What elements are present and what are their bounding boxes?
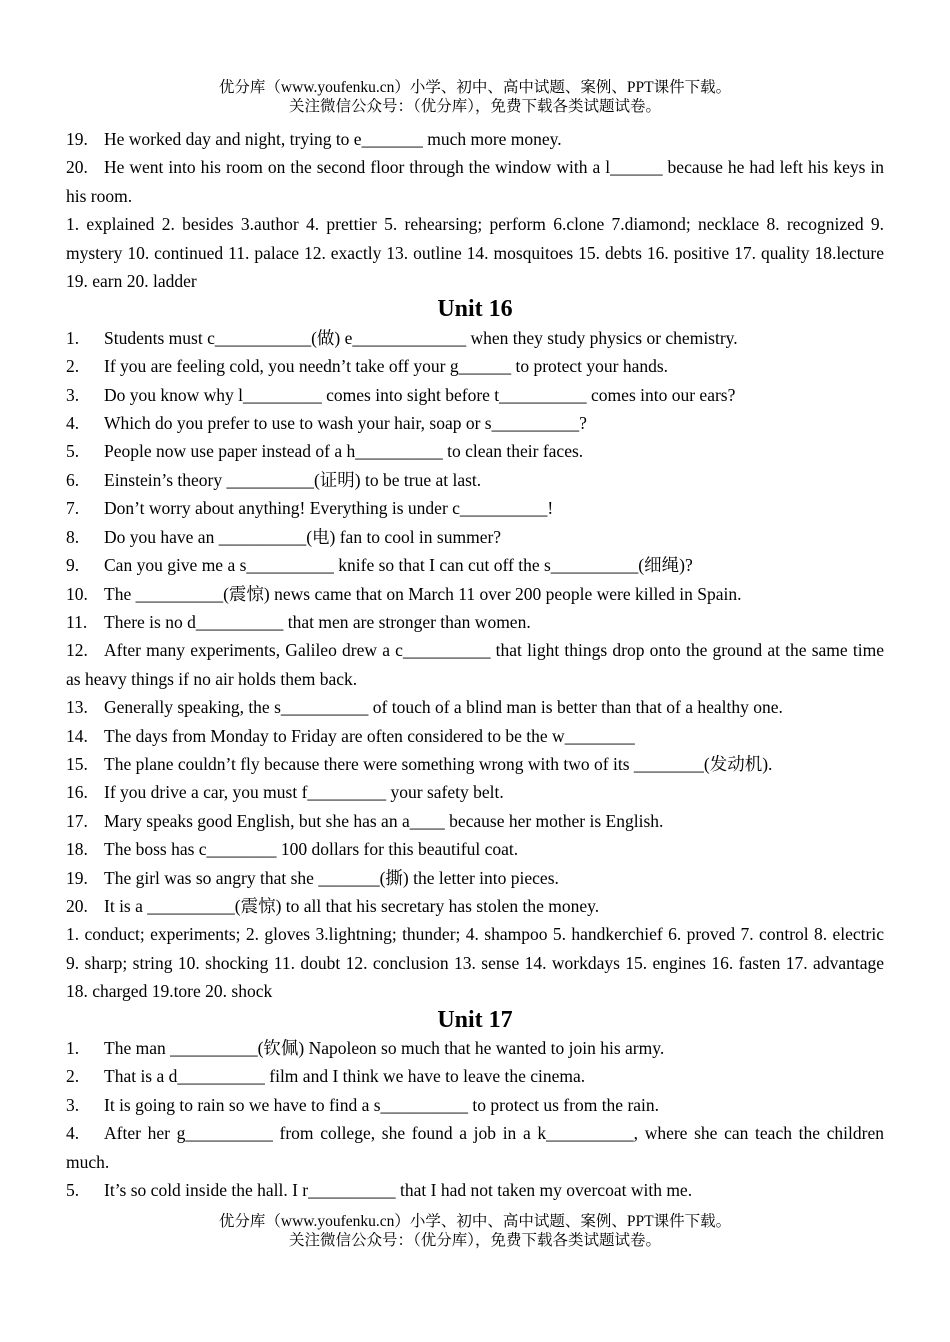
question-number: 8.: [66, 526, 80, 547]
question-item: [66, 693, 884, 721]
question-text: There is no d__________ that men are stronger than women.: [104, 611, 531, 632]
question-number: 11.: [66, 611, 88, 632]
unit-title: Unit 17: [437, 1006, 513, 1033]
question-number: 3.: [66, 384, 80, 405]
header-line-2: 关注微信公众号：（优分库），免费下载各类试题试卷。: [288, 98, 661, 115]
question-number: 4.: [66, 413, 80, 434]
header-line-1: 优分库（www.youfenku.cn）小学、初中、高中试题、案例、PPT课件下载。: [218, 79, 732, 96]
question-text: The __________(震惊) news came that on March 11 over 200 people were killed in Spain.: [104, 583, 742, 604]
answer-key: 1. conduct; experiments; 2. gloves 3.lightning; thunder; 4. shampoo 5. handkerchief 6. proved 7. control 8. electric 9. sharp; string 10. shocking 11. doubt 12. conclusion 13. sense 14. workdays 15. engines 16. fasten 17. advantage 18. charged 19.tore 20. shock: [66, 924, 884, 1002]
question-number: 4.: [66, 1123, 80, 1144]
question-text: The man __________(钦佩) Napoleon so much that he wanted to join his army.: [104, 1038, 665, 1058]
question-number: 6.: [66, 469, 80, 490]
question-text: He worked day and night, trying to e_______ much more money.: [104, 129, 562, 149]
question-text: Which do you prefer to use to wash your hair, soap or s__________?: [104, 413, 587, 434]
question-number: 13.: [66, 697, 88, 718]
question-number: 9.: [66, 555, 80, 576]
question-item: [66, 892, 884, 920]
question-item: [66, 551, 884, 579]
question-text: Do you have an __________(电) fan to cool in summer?: [104, 526, 502, 547]
question-text: The plane couldn’t fly because there were something wrong with two of its ________(发动机).: [104, 753, 773, 774]
question-number: 14.: [66, 725, 88, 746]
question-number: 2.: [66, 356, 80, 377]
question-text: It’s so cold inside the hall. I r__________ that I had not taken my overcoat with me.: [104, 1180, 693, 1201]
question-item: [66, 1119, 884, 1176]
question-number: 18.: [66, 839, 88, 860]
question-text: Mary speaks good English, but she has an a____ because her mother is English.: [104, 810, 664, 831]
question-text: Students must c___________(做) e_____________ when they study physics or chemistry.: [104, 327, 738, 348]
question-item: [66, 125, 884, 153]
footer-line-1: 优分库（www.youfenku.cn）小学、初中、高中试题、案例、PPT课件下载。: [218, 1213, 732, 1230]
question-item: [66, 636, 884, 693]
question-text: Don’t worry about anything! Everything is under c__________!: [104, 498, 554, 519]
question-text: The days from Monday to Friday are often considered to be the w________: [104, 725, 635, 746]
question-text: The girl was so angry that she _______(撕) the letter into pieces.: [104, 867, 559, 888]
question-item: [66, 153, 884, 210]
page-header: [0, 78, 950, 116]
question-text: Einstein’s theory __________(证明) to be true at last.: [104, 469, 482, 490]
question-item: [66, 722, 884, 750]
footer-line-2: 关注微信公众号：（优分库），免费下载各类试题试卷。: [288, 1232, 661, 1249]
question-text: People now use paper instead of a h__________ to clean their faces.: [104, 441, 584, 462]
worksheet-content: [66, 125, 884, 1204]
question-number: 7.: [66, 498, 80, 519]
question-item: [66, 494, 884, 522]
question-item: [66, 1062, 884, 1090]
question-text: It is going to rain so we have to find a s__________ to protect us from the rain.: [104, 1094, 660, 1115]
question-item: [66, 1176, 884, 1204]
question-number: 5.: [66, 1180, 80, 1201]
question-item: [66, 835, 884, 863]
question-item: [66, 437, 884, 465]
question-text: That is a d__________ film and I think we have to leave the cinema.: [104, 1066, 586, 1087]
question-text: The boss has c________ 100 dollars for this beautiful coat.: [104, 839, 519, 860]
question-number: 16.: [66, 782, 88, 803]
question-number: 1.: [66, 1038, 80, 1058]
answer-key: 1. explained 2. besides 3.author 4. prettier 5. rehearsing; perform 6.clone 7.diamond; necklace 8. recognized 9. mystery 10. continued 11. palace 12. exactly 13. outline 14. mosquitoes 15. debts 16. positive 17. quality 18.lecture 19. earn 20. ladder: [66, 214, 884, 292]
question-number: 19.: [66, 867, 88, 888]
question-number: 20.: [66, 157, 88, 178]
question-number: 15.: [66, 753, 88, 774]
question-item: [66, 523, 884, 551]
question-number: 5.: [66, 441, 80, 462]
question-item: [66, 324, 884, 352]
question-text: It is a __________(震惊) to all that his secretary has stolen the money.: [104, 895, 600, 916]
question-text: Generally speaking, the s__________ of touch of a blind man is better than that of a healthy one.: [104, 697, 783, 718]
question-text: He went into his room on the second floor through the window with a l______ because he had left his keys in his room.: [66, 157, 884, 206]
question-item: [66, 778, 884, 806]
question-number: 19.: [66, 129, 88, 149]
question-text: After many experiments, Galileo drew a c__________ that light things drop onto the ground at the same time as heavy things if no air holds them back.: [66, 640, 884, 689]
question-item: [66, 807, 884, 835]
question-item: [66, 1034, 884, 1062]
page-footer: [0, 1212, 950, 1250]
question-number: 20.: [66, 895, 88, 916]
question-text: If you are feeling cold, you needn’t take off your g______ to protect your hands.: [104, 356, 669, 377]
question-item: [66, 352, 884, 380]
question-number: 10.: [66, 583, 88, 604]
question-number: 2.: [66, 1066, 80, 1087]
question-item: [66, 580, 884, 608]
question-item: [66, 608, 884, 636]
question-item: [66, 1091, 884, 1119]
question-item: [66, 466, 884, 494]
question-text: Can you give me a s__________ knife so that I can cut off the s__________(细绳)?: [104, 555, 693, 576]
question-number: 12.: [66, 640, 88, 661]
question-item: [66, 864, 884, 892]
question-item: [66, 381, 884, 409]
question-number: 17.: [66, 810, 88, 831]
question-text: After her g__________ from college, she found a job in a k__________, where she can teach the children much.: [66, 1123, 884, 1172]
unit-title: Unit 16: [437, 296, 513, 323]
question-number: 1.: [66, 327, 80, 348]
question-item: [66, 750, 884, 778]
question-text: If you drive a car, you must f_________ your safety belt.: [104, 782, 504, 803]
question-number: 3.: [66, 1094, 80, 1115]
question-item: [66, 409, 884, 437]
question-text: Do you know why l_________ comes into sight before t__________ comes into our ears?: [104, 384, 736, 405]
